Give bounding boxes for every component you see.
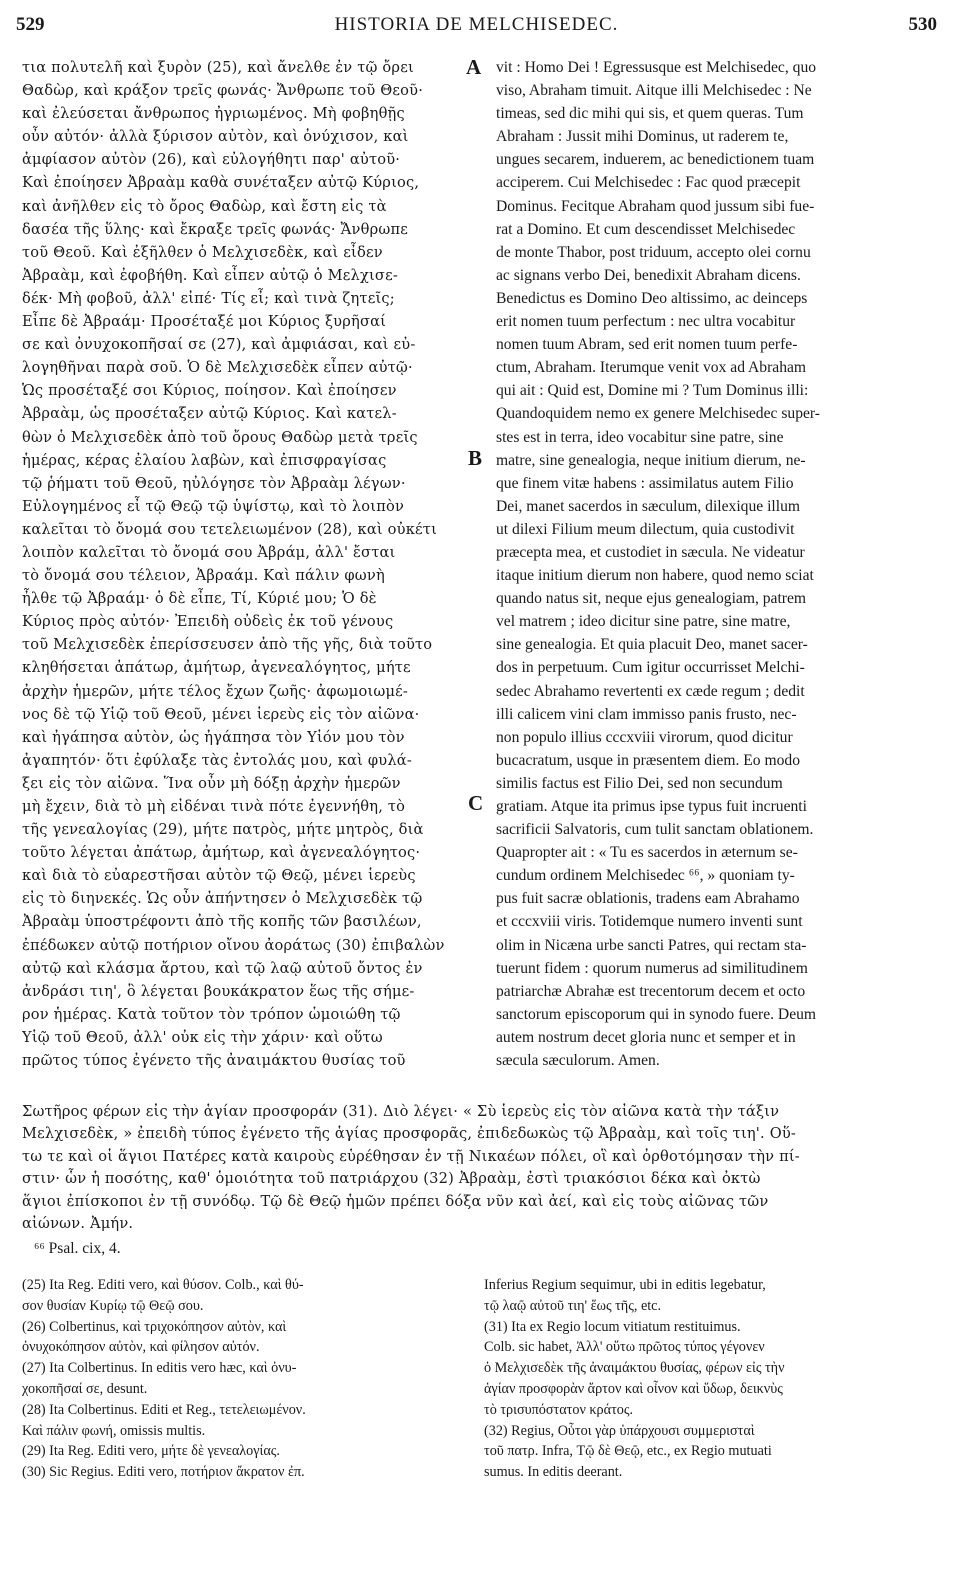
text-line: Καὶ ἐποίησεν Ἀβραὰμ καθὰ συνέταξεν αὐτῷ Κύριος, bbox=[22, 174, 420, 192]
text-line: (29) Ita Reg. Editi vero, μήτε δὲ γενεαλογίας. bbox=[22, 1443, 280, 1460]
text-line: Abraham : Jussit mihi Dominus, ut raderem te, bbox=[496, 128, 789, 146]
text-line: ὁ Μελχισεδὲκ τῆς ἀναιμάκτου θυσίας, φέρων εἰς τὴν bbox=[484, 1360, 785, 1377]
text-line: ἦλθε τῷ Ἀβραάμ· ὁ δὲ εἶπε, Τί, Κύριέ μου; Ὁ δὲ bbox=[22, 590, 377, 608]
text-line: (28) Ita Colbertinus. Editi et Reg., τετελειωμένον. bbox=[22, 1401, 306, 1418]
text-line: pus fuit sacræ oblationis, tradens eam Abrahamo bbox=[496, 890, 800, 908]
text-line: gratiam. Atque ita primus ipse typus fuit incruenti bbox=[496, 798, 807, 815]
text-line: Colb. sic habet, Ἀλλ' οὕτω πρῶτος τύπος γέγονεν bbox=[484, 1339, 765, 1356]
text-line: καὶ ἀνῆλθεν εἰς τὸ ὄρος Θαδὼρ, καὶ ἔστη εἰς τὰ bbox=[22, 197, 387, 215]
text-line: λοιπὸν καλεῖται τὸ ὄνομά σου Ἀβράμ, ἀλλ' ἔσται bbox=[22, 543, 396, 561]
text-line: acciperem. Cui Melchisedec : Fac quod præcepit bbox=[496, 174, 801, 192]
text-line: τῆς γενεαλογίας (29), μήτε πατρὸς, μήτε μητρὸς, διὰ bbox=[22, 821, 424, 839]
text-line: rat a Domino. Et cum descendisset Melchisedec bbox=[496, 220, 796, 238]
text-line: Εἶπε δὲ Ἀβραάμ· Προσέταξέ μοι Κύριος ξυρῆσαί bbox=[22, 313, 387, 331]
text-line: ἡμέρας, κέρας ἐλαίου λαβὼν, καὶ ἐπισφραγίσας bbox=[22, 451, 387, 469]
text-line: (25) Ita Reg. Editi vero, καὶ θύσον. Colb., καὶ θύ- bbox=[22, 1277, 304, 1293]
text-line: δασέα τῆς ὕλης· καὶ ἔκραξε τρεῖς φωνάς· Ἄνθρωπε bbox=[22, 220, 409, 238]
text-line: δέκ· Μὴ φοβοῦ, ἀλλ' εἰπέ· Τίς εἶ; καὶ τινὰ ζητεῖς; bbox=[22, 289, 395, 307]
text-line: ρον ἡμέρας. Κατὰ τοῦτον τὸν τρόπον ὡμοιώθη τῷ bbox=[22, 1005, 401, 1023]
text-line: que finem vitæ habens : assimilatus autem Filio bbox=[496, 474, 794, 492]
text-line: (30) Sic Regius. Editi vero, ποτήριον ἄκρατον ἐπ. bbox=[22, 1464, 305, 1481]
text-line: ξει εἰς τὸν αἰῶνα. Ἵνα οὖν μὴ δόξῃ ἀρχὴν ἡμερῶν bbox=[22, 774, 401, 792]
text-line: qui ait : Quid est, Domine mi ? Tum Dominus illi: bbox=[496, 382, 809, 400]
text-line: λογηθῆναι παρὰ σοῦ. Ὁ δὲ Μελχισεδὲκ εἶπεν αὐτῷ· bbox=[22, 359, 413, 377]
text-line: olim in Nicæna urbe sancti Patres, qui rectam sta- bbox=[496, 936, 807, 954]
text-line: τῷ λαῷ αὐτοῦ τιη' ἕως τῆς, etc. bbox=[484, 1297, 662, 1314]
text-line: τοῦ Μελχισεδὲκ ἐπερίσσευσεν ἀπὸ τῆς γῆς, διὰ τοῦτο bbox=[22, 636, 433, 654]
text-line: Ἀβραὰμ, ὡς προσέταξεν αὐτῷ Κύριος. Καὶ κατελ- bbox=[22, 405, 397, 423]
text-line: præcepta mea, et custodiet in sæcula. Ne videatur bbox=[496, 543, 805, 561]
text-line: Ὡς προσέταξέ σοι Κύριος, ποίησον. Καὶ ἐποίησεν bbox=[22, 382, 397, 400]
text-line: similis factus est Filio Dei, sed non secundum bbox=[496, 774, 783, 792]
text-line: sedec Abrahamo revertenti ex cæde regum ; dedit bbox=[496, 682, 805, 700]
text-line: (31) Ita ex Regio locum vitiatum restituimus. bbox=[484, 1318, 741, 1335]
text-line: ἀρχὴν ἡμερῶν, μήτε τέλος ἔχων ζωῆς· ἀφωμοιωμέ- bbox=[22, 682, 409, 700]
text-line: Καὶ πάλιν φωνή, omissis multis. bbox=[22, 1422, 206, 1439]
footnotes-left bbox=[22, 1275, 474, 1483]
text-line: Benedictus es Domino Deo altissimo, ac deinceps bbox=[496, 289, 808, 307]
text-line: ctum, Abraham. Iterumque venit vox ad Abraham bbox=[496, 359, 807, 377]
text-line: τὸ τρισυπόστατον κράτος. bbox=[484, 1401, 634, 1418]
text-line: ἅγιοι ἐπίσκοποι ἐν τῇ συνόδῳ. Τῷ δὲ Θεῷ ἡμῶν πρέπει δόξα νῦν καὶ ἀεί, καὶ εἰς τοὺς αἰῶνας τῶν bbox=[22, 1192, 769, 1210]
text-line: καὶ ἐλεύσεται ἄνθρωπος ἠγριωμένος. Μὴ φοβηθῇς bbox=[22, 105, 405, 123]
text-line: sine genealogia. Et quia placuit Deo, manet sacer- bbox=[496, 636, 808, 654]
text-line: ἁγίαν προσφορὰν ἄρτον καὶ οἶνον καὶ ὕδωρ, δεικνὺς bbox=[484, 1380, 783, 1397]
greek-continuation bbox=[22, 1101, 937, 1235]
page-header bbox=[16, 14, 937, 42]
text-line: nomen tuum Abram, sed erit nomen tuum perfe- bbox=[496, 336, 798, 354]
text-line: sumus. In editis deerant. bbox=[484, 1464, 623, 1481]
text-line: dos in perpetuum. Cum igitur occurrisset Melchi- bbox=[496, 659, 805, 677]
text-line: αὐτῷ καὶ κλάσμα ἄρτου, καὶ τῷ λαῷ αὐτοῦ ὄντος ἐν bbox=[22, 959, 423, 977]
text-line: ungues secarem, induerem, ac benedictionem tuam bbox=[496, 151, 815, 169]
text-line: Θαδὼρ, καὶ κράξον τρεῖς φωνάς· Ἄνθρωπε τοῦ Θεοῦ· bbox=[22, 82, 424, 100]
margin-mark-a: A bbox=[466, 55, 482, 79]
text-line: vit : Homo Dei ! Egressusque est Melchisedec, quo bbox=[496, 59, 817, 76]
text-line: ἀγαπητόν· ὅτι ἐφύλαξε τὰς ἐντολάς μου, καὶ φυλά- bbox=[22, 751, 412, 769]
text-line: τοῦ Θεοῦ. Καὶ ἐξῆλθεν ὁ Μελχισεδὲκ, καὶ εἶδεν bbox=[22, 243, 383, 261]
text-line: θὼν ὁ Μελχισεδὲκ ἀπὸ τοῦ ὄρους Θαδὼρ μετὰ τρεῖς bbox=[22, 428, 418, 446]
text-line: κληθήσεται ἀπάτωρ, ἀμήτωρ, ἀγενεαλόγητος, μήτε bbox=[22, 659, 411, 677]
text-line: et cccxviii viris. Totidemque numero inventi sunt bbox=[496, 913, 803, 931]
text-line: Ἀβραὰμ ὑποστρέφοντι ἀπὸ τῆς κοπῆς τῶν βασιλέων, bbox=[22, 913, 422, 931]
text-line: τω τε καὶ οἱ ἅγιοι Πατέρες κατὰ καιροὺς εὑρέθησαν ἐν τῇ Νικαέων πόλει, οἳ καὶ ὀρθοτόμησαν τὴν πί- bbox=[22, 1147, 800, 1165]
text-line: Dominus. Fecitque Abraham quod jussum sibi fue- bbox=[496, 197, 815, 215]
text-line: τὸ ὄνομά σου τέλειον, Ἀβραάμ. Καὶ πάλιν φωνὴ bbox=[22, 567, 385, 585]
text-line: Quapropter ait : « Tu es sacerdos in æternum se- bbox=[496, 844, 798, 862]
text-line: viso, Abraham timuit. Aitque illi Melchisedec : Ne bbox=[496, 82, 812, 100]
text-line: Ἀβραὰμ, καὶ ἐφοβήθη. Καὶ εἶπεν αὐτῷ ὁ Μελχισε- bbox=[22, 266, 398, 284]
latin-column bbox=[496, 56, 936, 1072]
text-line: ἐπέδωκεν αὐτῷ ποτήριον οἴνου ἀοράτως (30) ἐπιβαλὼν bbox=[22, 936, 445, 954]
text-line: αἰώνων. Ἀμήν. bbox=[22, 1214, 134, 1232]
text-line: autem nostrum decet gloria nunc et semper et in bbox=[496, 1028, 796, 1046]
text-line: Σωτῆρος φέρων εἰς τὴν ἁγίαν προσφοράν (31). Διὸ λέγει· « Σὺ ἱερεὺς εἰς τὸν αἰῶνα κατὰ τὴν τάξιν bbox=[22, 1103, 780, 1120]
text-line: στιν· ὧν ἡ ποσότης, καθ' ὁμοιότητα τοῦ πατριάρχου (32) Ἀβραὰμ, ἐστὶ τριακόσιοι δέκα καὶ ὀκτὼ bbox=[22, 1170, 761, 1188]
text-line: Dei, manet sacerdos in sæculum, dilexique illum bbox=[496, 497, 801, 515]
text-line: matre, sine genealogia, neque initium dierum, ne- bbox=[496, 451, 806, 469]
text-line: sanctorum episcoporum qui in synodo fuere. Deum bbox=[496, 1005, 817, 1023]
text-line: πρῶτος τύπος ἐγένετο τῆς ἀναιμάκτου θυσίας τοῦ bbox=[22, 1052, 406, 1070]
margin-mark-b: B bbox=[468, 446, 483, 470]
text-line: cundum ordinem Melchisedec ⁶⁶, » quoniam ty- bbox=[496, 867, 795, 885]
text-line: σε καὶ ὀνυχοκοπῆσαί σε (27), καὶ ἀμφιάσαι, καὶ εὐ- bbox=[22, 336, 416, 354]
text-line: χοκοπῆσαί σε, desunt. bbox=[22, 1380, 148, 1397]
text-line: νος δὲ τῷ Υἱῷ τοῦ Θεοῦ, μένει ἱερεὺς εἰς τὸν αἰῶνα· bbox=[22, 705, 420, 723]
text-line: non populo illius cccxviii virorum, quod dicitur bbox=[496, 728, 793, 746]
text-line: ut dilexi Filium meum dilectum, quia custodivit bbox=[496, 520, 795, 538]
text-line: itaque initium dierum non habere, quod nemo sciat bbox=[496, 567, 814, 585]
margin-mark-c: C bbox=[468, 791, 484, 815]
text-line: vel matrem ; ideo dicitur sine patre, sine matre, bbox=[496, 613, 791, 631]
text-line: σον θυσίαν Κυρίῳ τῷ Θεῷ σου. bbox=[22, 1297, 204, 1314]
text-line: patriarchæ Abrahæ est trecentorum decem et octo bbox=[496, 982, 806, 1000]
text-line: timeas, sed dic mihi qui sis, et quem queras. Tum bbox=[496, 105, 804, 123]
running-title: HISTORIA DE MELCHISEDEC. bbox=[334, 14, 619, 35]
text-line: καὶ ἠγάπησα αὐτὸν, ὡς ἠγάπησα τὸν Υἱόν μου τὸν bbox=[22, 728, 405, 746]
text-line: Υἱῷ τοῦ Θεοῦ, ἀλλ' οὐκ εἰς τὴν χάριν· καὶ οὕτω bbox=[22, 1028, 383, 1046]
scripture-reference: ⁶⁶ Psal. cix, 4. bbox=[34, 1240, 121, 1257]
text-line: erit nomen tuum perfectum : nec ultra vocabitur bbox=[496, 313, 796, 331]
page-number-right: 530 bbox=[908, 14, 937, 35]
text-line: (32) Regius, Οὗτοι γὰρ ὑπάρχουσι συμμερισταὶ bbox=[484, 1422, 755, 1439]
text-line: ἀμφίασον αὐτὸν (26), καὶ εὐλογήθητι παρ' αὐτοῦ· bbox=[22, 151, 401, 169]
text-line: Εὐλογημένος εἶ τῷ Θεῷ τῷ ὑψίστῳ, καὶ τὸ λοιπὸν bbox=[22, 497, 405, 515]
text-line: de monte Thabor, post triduum, accepto olei cornu bbox=[496, 243, 811, 261]
text-line: τοῦτο λέγεται ἀπάτωρ, ἀμήτωρ, καὶ ἀγενεαλόγητος· bbox=[22, 844, 421, 862]
text-line: καλεῖται τὸ ὄνομά σου τετελειωμένον (28), καὶ οὐκέτι bbox=[22, 520, 437, 538]
text-line: Inferius Regium sequimur, ubi in editis legebatur, bbox=[484, 1277, 766, 1293]
text-line: stes est in terra, ideo vocabitur sine patre, sine bbox=[496, 428, 784, 446]
text-line: Quandoquidem nemo ex genere Melchisedec super- bbox=[496, 405, 821, 423]
text-line: μὴ ἔχειν, διὰ τὸ μὴ εἰδέναι τινὰ πότε ἐγεννήθη, τὸ bbox=[22, 798, 406, 815]
text-line: τῷ ῥήματι τοῦ Θεοῦ, ηὐλόγησε τὸν Ἀβραὰμ λέγων· bbox=[22, 474, 406, 492]
page-number-left: 529 bbox=[16, 14, 45, 35]
text-line: τοῦ πατρ. Infra, Τῷ δὲ Θεῷ, etc., ex Regio mutuati bbox=[484, 1443, 772, 1460]
text-line: quando natus sit, neque ejus genealogiam, patrem bbox=[496, 590, 807, 608]
text-line: ὀνυχοκόπησον αὐτὸν, καὶ φίλησον αὐτόν. bbox=[22, 1339, 260, 1356]
text-line: (26) Colbertinus, καὶ τριχοκόπησον αὐτὸν, καὶ bbox=[22, 1318, 287, 1335]
text-line: (27) Ita Colbertinus. In editis vero hæc, καὶ ὀνυ- bbox=[22, 1360, 297, 1377]
text-line: Κύριος πρὸς αὐτόν· Ἐπειδὴ οὐδεὶς ἐκ τοῦ γένους bbox=[22, 613, 394, 631]
text-line: ἀνδράσι τιη', ὃ λέγεται βουκάκρατον ἕως τῆς σήμε- bbox=[22, 982, 415, 1000]
greek-column bbox=[22, 56, 474, 1072]
text-line: εἰς τὸ διηνεκές. Ὡς οὖν ἀπήντησεν ὁ Μελχισεδὲκ τῷ bbox=[22, 890, 423, 908]
text-line: sacrificii Salvatoris, cum tulit sanctam oblationem. bbox=[496, 821, 814, 839]
text-line: καὶ διὰ τὸ εὐαρεστῆσαι αὐτὸν τῷ Θεῷ, μένει ἱερεὺς bbox=[22, 867, 416, 885]
text-line: ac signans verbo Dei, benedixit Abraham dicens. bbox=[496, 266, 801, 284]
footnotes-right bbox=[484, 1275, 939, 1483]
text-line: bucacratum, usque in præsentem diem. Eo modo bbox=[496, 751, 801, 769]
text-line: Μελχισεδὲκ, » ἐπειδὴ τύπος ἐγένετο τῆς ἁγίας προσφορᾶς, ἐπιδεδωκὼς τῷ Ἀβραὰμ, καὶ τοῖς τιη'. Οὕ- bbox=[22, 1125, 797, 1143]
text-line: οὖν αὐτόν· ἀλλὰ ξύρισον αὐτὸν, καὶ ὀνύχισον, καὶ bbox=[22, 128, 409, 146]
text-line: sæcula sæculorum. Amen. bbox=[496, 1052, 660, 1070]
text-line: τια πολυτελῆ καὶ ξυρὸν (25), καὶ ἄνελθε ἐν τῷ ὄρει bbox=[22, 59, 414, 76]
text-line: illi calicem vini clam immisso panis frusto, nec- bbox=[496, 705, 797, 723]
text-line: tuerunt fidem : quorum numerus ad similitudinem bbox=[496, 959, 808, 977]
